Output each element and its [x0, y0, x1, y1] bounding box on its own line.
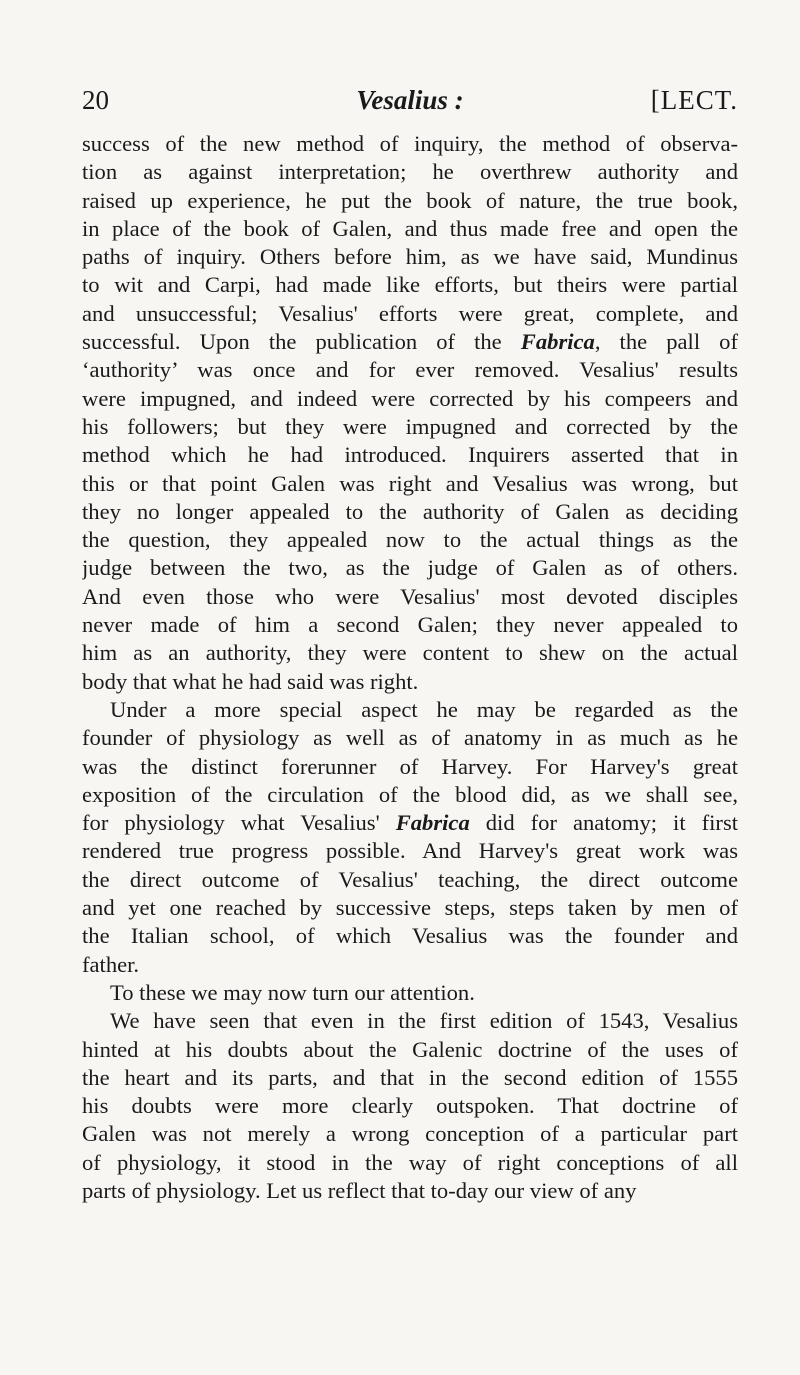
text-line: the question, they appealed now to the actual things as the [82, 527, 738, 553]
text-fragment: for physiology what Vesalius' [82, 810, 396, 836]
text-line: and yet one reached by successive steps, steps taken by men of [82, 895, 738, 921]
text-line: raised up experience, he put the book of nature, the true book, [82, 187, 738, 213]
text-line: his doubts were more clearly outspoken. That doctrine of [82, 1093, 738, 1119]
text-line: the Italian school, of which Vesalius was the founder and [82, 923, 738, 949]
text-line [82, 809, 738, 837]
text-line: method which he had introduced. Inquirers asserted that in [82, 442, 738, 468]
text-line: the direct outcome of Vesalius' teaching, the direct outcome [82, 866, 738, 892]
text-line: this or that point Galen was right and Vesalius was wrong, but [82, 470, 738, 496]
text-line: To these we may now turn our attention. [110, 979, 475, 1005]
text-fragment: did for anatomy; it first [469, 810, 738, 836]
running-head [82, 80, 738, 120]
text-line: the heart and its parts, and that in the second edition of 1555 [82, 1064, 738, 1090]
text-line: success of the new method of inquiry, the method of observa- [82, 131, 738, 156]
text-line: Under a more special aspect he may be regarded as the [110, 696, 738, 722]
running-title: Vesalius : [356, 85, 464, 115]
text-line: tion as against interpretation; he overthrew authority and [82, 159, 738, 185]
text-line: body that what he had said was right. [82, 668, 419, 694]
text-line: rendered true progress possible. And Harvey's great work was [82, 838, 738, 864]
text-line: of physiology, it stood in the way of right conceptions of all [82, 1149, 738, 1175]
text-line: paths of inquiry. Others before him, as we have said, Mundinus [82, 244, 738, 270]
text-line: father. [82, 951, 140, 977]
book-title: Fabrica [520, 329, 595, 355]
text-line: never made of him a second Galen; they never appealed to [82, 612, 738, 638]
text-line: they no longer appealed to the authority of Galen as deciding [82, 498, 738, 524]
text-line: founder of physiology as well as of anatomy in as much as he [82, 725, 738, 751]
text-line: ‘authority’ was once and for ever removed. Vesalius' results [82, 357, 738, 383]
page-number: 20 [82, 85, 109, 115]
section-marker: [LECT. [650, 85, 738, 115]
text-line: exposition of the circulation of the blood did, as we shall see, [82, 781, 738, 807]
text-line: Galen was not merely a wrong conception of a particular part [82, 1121, 738, 1147]
text-fragment: successful. Upon the publication of the [82, 329, 521, 355]
text-line: We have seen that even in the first edition of 1543, Vesalius [110, 1008, 738, 1034]
text-line: parts of physiology. Let us reflect that to-day our view of any [82, 1177, 637, 1203]
text-line: And even those who were Vesalius' most devoted disciples [82, 583, 738, 609]
text-line: to wit and Carpi, had made like efforts, but theirs were partial [82, 272, 738, 298]
text-line [82, 328, 738, 356]
text-fragment: , the pall of [594, 329, 738, 355]
text-line: hinted at his doubts about the Galenic doctrine of the uses of [82, 1036, 738, 1062]
book-title: Fabrica [395, 810, 470, 836]
text-line: judge between the two, as the judge of Galen as of others. [82, 555, 738, 581]
text-line: and unsuccessful; Vesalius' efforts were great, complete, and [82, 300, 738, 326]
text-line: was the distinct forerunner of Harvey. For Harvey's great [82, 753, 738, 779]
body-text [82, 130, 738, 1205]
text-line: in place of the book of Galen, and thus made free and open the [82, 215, 738, 241]
text-line: were impugned, and indeed were corrected by his compeers and [82, 385, 738, 411]
text-line: his followers; but they were impugned and corrected by the [82, 413, 738, 439]
text-line: him as an authority, they were content to shew on the actual [82, 640, 738, 666]
